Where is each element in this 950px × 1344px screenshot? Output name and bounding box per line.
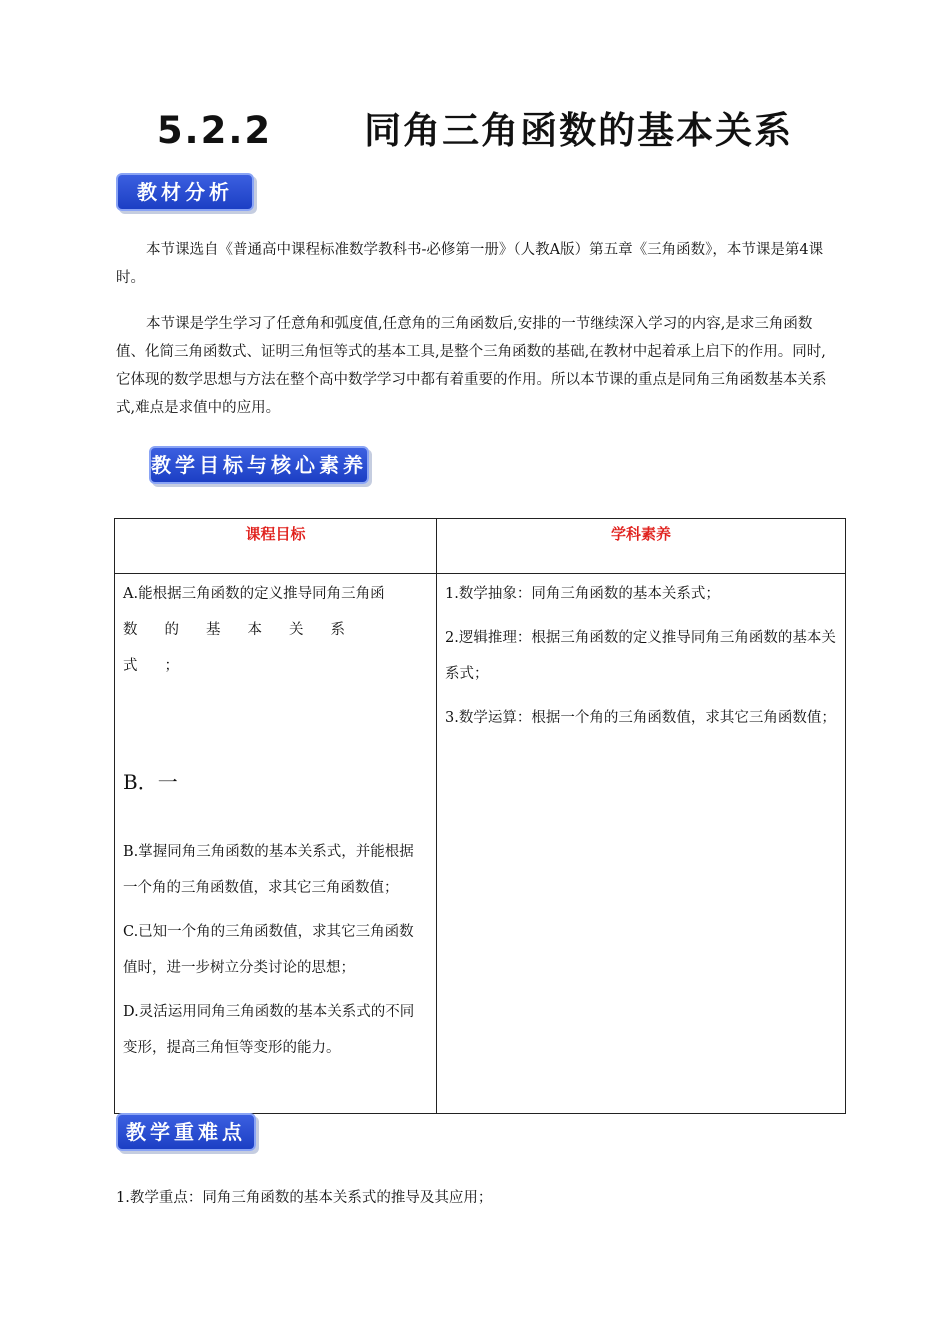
header-course-goals: 课程目标 xyxy=(115,519,437,574)
page-title xyxy=(0,100,950,154)
goal-b: B.掌握同角三角函数的基本关系式，并能根据一个角的三角函数值，求其它三角函数值； xyxy=(123,844,414,896)
section-badge-analysis: 教材分析 xyxy=(116,173,254,211)
goals-table xyxy=(114,518,846,1114)
section-number: 5.2.2 xyxy=(156,109,273,152)
goal-a-line2: 数的基本关系式； xyxy=(123,622,372,674)
analysis-paragraph-1: 本节课选自《普通高中课程标准数学教科书-必修第一册》（人教A版）第五章《三角函数》，本节课是第4课时。 xyxy=(116,242,824,286)
literacy-item-1: 1.数学抽象：同角三角函数的基本关系式； xyxy=(445,586,720,602)
section-badge-key-points: 教学重难点 xyxy=(116,1113,256,1151)
analysis-paragraph-2: 本节课是学生学习了任意角和弧度值,任意角的三角函数后,安排的一节继续深入学习的内容,是求三角函数值、化简三角函数式、证明三角恒等式的基本工具,是整个三角函数的基础,在教材中起着承上启下的作用。同时,它体现的数学思想与方法在整个高中数学学习中都有着重要的作用。所以本节课的重点是同角三角函数基本关系式,难点是求值中的应用。 xyxy=(116,316,827,416)
literacy-item-2: 2.逻辑推理：根据三角函数的定义推导同角三角函数的基本关系式； xyxy=(445,630,836,682)
title-text: 同角三角函数的基本关系 xyxy=(364,109,794,152)
section-badge-goals: 教学目标与核心素养 xyxy=(149,446,369,484)
literacy-cell xyxy=(437,574,846,1114)
header-literacy: 学科素养 xyxy=(437,519,846,574)
goal-b-stub: B．一 xyxy=(123,770,178,794)
literacy-item-3: 3.数学运算：根据一个角的三角函数值，求其它三角函数值； xyxy=(445,710,836,726)
goal-a-line1: A.能根据三角函数的定义推导同角三角函 xyxy=(123,586,385,602)
key-point-1: 1.教学重点：同角三角函数的基本关系式的推导及其应用； xyxy=(116,1190,493,1206)
course-goals-cell xyxy=(115,574,437,1114)
goal-c: C.已知一个角的三角函数值，求其它三角函数值时，进一步树立分类讨论的思想； xyxy=(123,924,414,976)
goal-d: D.灵活运用同角三角函数的基本关系式的不同变形，提高三角恒等变形的能力。 xyxy=(123,1004,415,1056)
